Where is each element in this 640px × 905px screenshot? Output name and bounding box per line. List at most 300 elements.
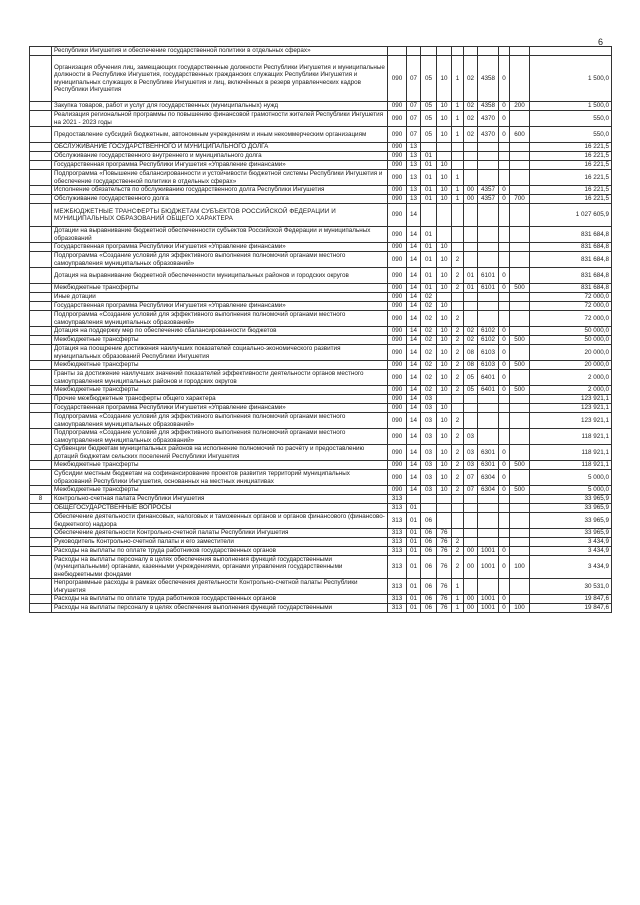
direction-code-cell — [478, 504, 499, 513]
row-number-cell — [30, 556, 52, 579]
program-code-cell — [437, 227, 452, 243]
ministry-code-cell: 313 — [388, 529, 407, 538]
ministry-code-cell: 313 — [388, 538, 407, 547]
program-code-cell: 76 — [437, 529, 452, 538]
activity-code-cell: 02 — [464, 111, 478, 127]
subprogram-code-cell: 2 — [452, 361, 464, 370]
expense-type-code-cell — [510, 413, 530, 429]
subsection-code-cell: 02 — [421, 336, 437, 345]
program-code-cell — [437, 47, 452, 56]
activity-code-cell — [464, 538, 478, 547]
row-name-cell: Подпрограмма «Создание условий для эффективного выполнения полномочий органами местного самоуправления муниципальных образований» — [52, 429, 388, 445]
ministry-code-cell: 090 — [388, 470, 407, 486]
page-number: 6 — [598, 37, 604, 47]
section-code-cell: 14 — [407, 386, 421, 395]
section-code-cell: 01 — [407, 538, 421, 547]
program-code-cell: 76 — [437, 556, 452, 579]
row-name-cell: Закупка товаров, работ и услуг для государственных (муниципальных) нужд — [52, 102, 388, 111]
activity-code-cell — [464, 495, 478, 504]
direction-code-cell: 4370 — [478, 111, 499, 127]
row-name-cell: Межбюджетные трансферты — [52, 386, 388, 395]
activity-code-cell: 00 — [464, 547, 478, 556]
row-number-cell — [30, 311, 52, 327]
ministry-code-cell: 090 — [388, 204, 407, 227]
extra-code-cell: 0 — [499, 127, 510, 143]
row-name-cell: Дотация на поощрение достижения наилучших показателей социально-экономического развития муниципальных образований Республики Ингушетия — [52, 345, 388, 361]
expense-type-code-cell — [510, 227, 530, 243]
subsection-code-cell: 01 — [421, 284, 437, 293]
ministry-code-cell: 090 — [388, 413, 407, 429]
program-code-cell: 10 — [437, 445, 452, 461]
amount-cell: 20 000,0 — [530, 361, 612, 370]
row-number-cell — [30, 513, 52, 529]
amount-cell: 831 684,8 — [530, 284, 612, 293]
row-name-cell: Организация обучения лиц, замещающих государственные должности Республики Ингушетия и муниципальные должности в Республике Ингушетия, государственных гражданских служащих Республики Ингушетия и муниципальных служащих в Республике Ингушетия и лиц, включённых в резерв управленческих кадров Республики Ингушетия — [52, 56, 388, 102]
extra-code-cell — [499, 538, 510, 547]
subprogram-code-cell: 2 — [452, 470, 464, 486]
subprogram-code-cell — [452, 495, 464, 504]
program-code-cell — [437, 495, 452, 504]
direction-code-cell — [478, 495, 499, 504]
row-number-cell — [30, 143, 52, 152]
direction-code-cell — [478, 227, 499, 243]
table-row — [30, 404, 612, 413]
subsection-code-cell: 06 — [421, 513, 437, 529]
row-number-cell — [30, 227, 52, 243]
activity-code-cell — [464, 404, 478, 413]
expense-type-code-cell — [510, 268, 530, 284]
row-name-cell: Прочие межбюджетные трансферты общего характера — [52, 395, 388, 404]
subsection-code-cell: 02 — [421, 361, 437, 370]
row-name-cell: Дотации на выравнивание бюджетной обеспеченности субъектов Российской Федерации и муниципальных образований — [52, 227, 388, 243]
table-row — [30, 170, 612, 186]
ministry-code-cell: 090 — [388, 370, 407, 386]
program-code-cell — [437, 293, 452, 302]
row-name-cell: Межбюджетные трансферты — [52, 461, 388, 470]
direction-code-cell: 4370 — [478, 127, 499, 143]
subprogram-code-cell — [452, 302, 464, 311]
amount-cell: 20 000,0 — [530, 345, 612, 361]
expense-type-code-cell — [510, 204, 530, 227]
expense-type-code-cell: 700 — [510, 195, 530, 204]
direction-code-cell — [478, 404, 499, 413]
section-code-cell: 14 — [407, 252, 421, 268]
section-code-cell: 14 — [407, 268, 421, 284]
subprogram-code-cell: 1 — [452, 102, 464, 111]
subsection-code-cell: 01 — [421, 227, 437, 243]
row-name-cell: Государственная программа Республики Ингушетия «Управление финансами» — [52, 404, 388, 413]
program-code-cell: 76 — [437, 579, 452, 595]
row-number-cell — [30, 538, 52, 547]
section-code-cell: 01 — [407, 513, 421, 529]
amount-cell — [530, 47, 612, 56]
ministry-code-cell: 313 — [388, 579, 407, 595]
program-code-cell: 10 — [437, 345, 452, 361]
activity-code-cell: 01 — [464, 268, 478, 284]
row-name-cell: Подпрограмма «Создание условий для эффективного выполнения полномочий органами местного самоуправления муниципальных образований» — [52, 311, 388, 327]
ministry-code-cell: 313 — [388, 595, 407, 604]
expense-type-code-cell — [510, 47, 530, 56]
row-number-cell — [30, 186, 52, 195]
activity-code-cell — [464, 504, 478, 513]
activity-code-cell: 00 — [464, 195, 478, 204]
extra-code-cell: 0 — [499, 486, 510, 495]
program-code-cell — [437, 152, 452, 161]
program-code-cell: 10 — [437, 302, 452, 311]
extra-code-cell — [499, 143, 510, 152]
direction-code-cell: 1001 — [478, 604, 499, 613]
table-row — [30, 529, 612, 538]
program-code-cell: 10 — [437, 243, 452, 252]
table-row — [30, 302, 612, 311]
activity-code-cell — [464, 529, 478, 538]
table-row — [30, 461, 612, 470]
direction-code-cell — [478, 513, 499, 529]
extra-code-cell: 0 — [499, 102, 510, 111]
direction-code-cell — [478, 311, 499, 327]
direction-code-cell: 6304 — [478, 470, 499, 486]
subprogram-code-cell — [452, 395, 464, 404]
subsection-code-cell: 06 — [421, 556, 437, 579]
row-number-cell — [30, 504, 52, 513]
row-name-cell: Межбюджетные трансферты — [52, 486, 388, 495]
row-number-cell — [30, 470, 52, 486]
subsection-code-cell: 06 — [421, 579, 437, 595]
expense-type-code-cell: 600 — [510, 127, 530, 143]
direction-code-cell — [478, 529, 499, 538]
section-code-cell: 01 — [407, 556, 421, 579]
direction-code-cell: 6101 — [478, 284, 499, 293]
activity-code-cell: 02 — [464, 327, 478, 336]
subsection-code-cell: 06 — [421, 595, 437, 604]
program-code-cell: 10 — [437, 486, 452, 495]
section-code-cell: 14 — [407, 413, 421, 429]
row-name-cell: Расходы на выплаты по оплате труда работников государственных органов — [52, 595, 388, 604]
subsection-code-cell: 05 — [421, 102, 437, 111]
extra-code-cell: 0 — [499, 361, 510, 370]
subprogram-code-cell — [452, 227, 464, 243]
row-name-cell: Подпрограмма «Повышение сбалансированности и устойчивости бюджетной системы Республики Ингушетия и обеспечение государственной политики в отдельных сферах» — [52, 170, 388, 186]
table-row — [30, 556, 612, 579]
table-row — [30, 268, 612, 284]
subprogram-code-cell: 2 — [452, 429, 464, 445]
extra-code-cell — [499, 404, 510, 413]
table-row — [30, 111, 612, 127]
amount-cell: 118 921,1 — [530, 461, 612, 470]
row-name-cell: Расходы на выплаты персоналу в целях обеспечения выполнения функций государственными (муниципальными) органами, казенными учреждениями, органами управления государственными внебюджетными фондами — [52, 556, 388, 579]
subsection-code-cell: 01 — [421, 195, 437, 204]
section-code-cell: 14 — [407, 445, 421, 461]
expense-type-code-cell: 500 — [510, 361, 530, 370]
subsection-code-cell: 03 — [421, 486, 437, 495]
subprogram-code-cell — [452, 243, 464, 252]
program-code-cell: 10 — [437, 429, 452, 445]
activity-code-cell: 08 — [464, 361, 478, 370]
row-number-cell — [30, 127, 52, 143]
section-code-cell: 14 — [407, 429, 421, 445]
direction-code-cell: 6102 — [478, 327, 499, 336]
row-number-cell — [30, 204, 52, 227]
table-row — [30, 345, 612, 361]
ministry-code-cell: 090 — [388, 252, 407, 268]
row-name-cell: Подпрограмма «Создание условий для эффективного выполнения полномочий органами местного самоуправления муниципальных образований» — [52, 413, 388, 429]
extra-code-cell — [499, 227, 510, 243]
row-name-cell: Государственная программа Республики Ингушетия «Управление финансами» — [52, 243, 388, 252]
row-name-cell: Подпрограмма «Создание условий для эффективного выполнения полномочий органами местного самоуправления муниципальных образований» — [52, 252, 388, 268]
expense-type-code-cell — [510, 547, 530, 556]
activity-code-cell: 05 — [464, 370, 478, 386]
extra-code-cell: 0 — [499, 470, 510, 486]
direction-code-cell — [478, 429, 499, 445]
row-number-cell — [30, 336, 52, 345]
ministry-code-cell: 090 — [388, 195, 407, 204]
direction-code-cell — [478, 47, 499, 56]
row-number-cell — [30, 529, 52, 538]
program-code-cell: 10 — [437, 170, 452, 186]
extra-code-cell: 0 — [499, 111, 510, 127]
section-code-cell — [407, 47, 421, 56]
ministry-code-cell: 090 — [388, 152, 407, 161]
subprogram-code-cell — [452, 47, 464, 56]
activity-code-cell: 07 — [464, 486, 478, 495]
subprogram-code-cell: 2 — [452, 370, 464, 386]
subsection-code-cell: 02 — [421, 327, 437, 336]
table-row — [30, 413, 612, 429]
activity-code-cell — [464, 152, 478, 161]
amount-cell: 118 921,1 — [530, 445, 612, 461]
amount-cell: 50 000,0 — [530, 327, 612, 336]
direction-code-cell: 4358 — [478, 102, 499, 111]
row-name-cell: Обеспечение деятельности финансовых, налоговых и таможенных органов и органов финансового (финансово-бюджетного) надзора — [52, 513, 388, 529]
row-number-cell — [30, 161, 52, 170]
program-code-cell: 10 — [437, 386, 452, 395]
section-code-cell: 14 — [407, 470, 421, 486]
table-row — [30, 47, 612, 56]
subsection-code-cell: 01 — [421, 170, 437, 186]
table-row — [30, 604, 612, 613]
row-name-cell: Государственная программа Республики Ингушетия «Управление финансами» — [52, 161, 388, 170]
row-name-cell: МЕЖБЮДЖЕТНЫЕ ТРАНСФЕРТЫ БЮДЖЕТАМ СУБЪЕКТОВ РОССИЙСКОЙ ФЕДЕРАЦИИ И МУНИЦИПАЛЬНЫХ ОБРАЗОВАНИЙ ОБЩЕГО ХАРАКТЕРА — [52, 204, 388, 227]
amount-cell: 16 221,5 — [530, 152, 612, 161]
row-name-cell: Дотация на выравнивание бюджетной обеспеченности муниципальных районов и городских округов — [52, 268, 388, 284]
activity-code-cell — [464, 204, 478, 227]
ministry-code-cell: 090 — [388, 293, 407, 302]
subsection-code-cell: 02 — [421, 293, 437, 302]
amount-cell: 831 684,8 — [530, 227, 612, 243]
amount-cell: 831 684,8 — [530, 243, 612, 252]
direction-code-cell — [478, 395, 499, 404]
subprogram-code-cell: 1 — [452, 186, 464, 195]
direction-code-cell — [478, 413, 499, 429]
section-code-cell: 01 — [407, 547, 421, 556]
row-number-cell — [30, 243, 52, 252]
extra-code-cell: 0 — [499, 370, 510, 386]
program-code-cell: 10 — [437, 336, 452, 345]
extra-code-cell: 0 — [499, 268, 510, 284]
row-number-cell — [30, 293, 52, 302]
program-code-cell: 10 — [437, 404, 452, 413]
row-name-cell: Обслуживание государственного внутреннего и муниципального долга — [52, 152, 388, 161]
subprogram-code-cell: 1 — [452, 604, 464, 613]
expense-type-code-cell: 500 — [510, 461, 530, 470]
amount-cell: 16 221,5 — [530, 161, 612, 170]
activity-code-cell — [464, 311, 478, 327]
table-row — [30, 370, 612, 386]
amount-cell: 550,0 — [530, 127, 612, 143]
direction-code-cell — [478, 243, 499, 252]
section-code-cell: 01 — [407, 579, 421, 595]
table-row — [30, 127, 612, 143]
ministry-code-cell: 090 — [388, 336, 407, 345]
table-row — [30, 284, 612, 293]
subsection-code-cell: 03 — [421, 429, 437, 445]
subsection-code-cell — [421, 204, 437, 227]
expense-type-code-cell — [510, 579, 530, 595]
activity-code-cell: 03 — [464, 429, 478, 445]
amount-cell: 2 000,0 — [530, 386, 612, 395]
subprogram-code-cell: 2 — [452, 445, 464, 461]
section-code-cell: 14 — [407, 327, 421, 336]
table-row — [30, 504, 612, 513]
ministry-code-cell: 090 — [388, 461, 407, 470]
amount-cell: 123 921,1 — [530, 404, 612, 413]
program-code-cell — [437, 143, 452, 152]
table-row — [30, 327, 612, 336]
expense-type-code-cell — [510, 327, 530, 336]
subsection-code-cell: 03 — [421, 404, 437, 413]
direction-code-cell: 4357 — [478, 195, 499, 204]
direction-code-cell — [478, 152, 499, 161]
subprogram-code-cell: 1 — [452, 127, 464, 143]
table-row — [30, 293, 612, 302]
section-code-cell: 14 — [407, 361, 421, 370]
ministry-code-cell: 313 — [388, 504, 407, 513]
amount-cell: 30 531,0 — [530, 579, 612, 595]
program-code-cell: 10 — [437, 413, 452, 429]
activity-code-cell: 00 — [464, 595, 478, 604]
ministry-code-cell — [388, 47, 407, 56]
section-code-cell: 07 — [407, 111, 421, 127]
ministry-code-cell: 313 — [388, 604, 407, 613]
row-name-cell: Контрольно-счетная палата Республики Ингушетия — [52, 495, 388, 504]
row-name-cell: Иные дотации — [52, 293, 388, 302]
direction-code-cell: 6401 — [478, 386, 499, 395]
ministry-code-cell: 090 — [388, 327, 407, 336]
row-name-cell: Межбюджетные трансферты — [52, 361, 388, 370]
section-code-cell: 14 — [407, 293, 421, 302]
amount-cell: 2 000,0 — [530, 370, 612, 386]
section-code-cell: 14 — [407, 395, 421, 404]
section-code-cell: 13 — [407, 195, 421, 204]
row-number-cell — [30, 486, 52, 495]
ministry-code-cell: 090 — [388, 429, 407, 445]
extra-code-cell — [499, 170, 510, 186]
program-code-cell: 76 — [437, 604, 452, 613]
activity-code-cell: 01 — [464, 284, 478, 293]
expense-type-code-cell — [510, 470, 530, 486]
subsection-code-cell: 02 — [421, 311, 437, 327]
row-name-cell: Обслуживание государственного долга — [52, 195, 388, 204]
subsection-code-cell: 02 — [421, 386, 437, 395]
direction-code-cell — [478, 161, 499, 170]
expense-type-code-cell — [510, 513, 530, 529]
table-row — [30, 252, 612, 268]
subsection-code-cell: 03 — [421, 470, 437, 486]
extra-code-cell: 0 — [499, 284, 510, 293]
section-code-cell: 14 — [407, 345, 421, 361]
ministry-code-cell: 090 — [388, 486, 407, 495]
expense-type-code-cell: 500 — [510, 336, 530, 345]
extra-code-cell: 0 — [499, 195, 510, 204]
ministry-code-cell: 313 — [388, 495, 407, 504]
subprogram-code-cell: 2 — [452, 556, 464, 579]
subprogram-code-cell — [452, 204, 464, 227]
extra-code-cell: 0 — [499, 604, 510, 613]
subprogram-code-cell: 2 — [452, 345, 464, 361]
expense-type-code-cell — [510, 252, 530, 268]
ministry-code-cell: 090 — [388, 404, 407, 413]
amount-cell: 1 500,0 — [530, 56, 612, 102]
table-row — [30, 495, 612, 504]
program-code-cell: 10 — [437, 111, 452, 127]
direction-code-cell: 6103 — [478, 345, 499, 361]
section-code-cell: 01 — [407, 604, 421, 613]
ministry-code-cell: 090 — [388, 311, 407, 327]
ministry-code-cell: 090 — [388, 268, 407, 284]
expense-type-code-cell — [510, 504, 530, 513]
row-name-cell: Предоставление субсидий бюджетным, автономным учреждениям и иным некоммерческим организациям — [52, 127, 388, 143]
subprogram-code-cell — [452, 513, 464, 529]
table-row — [30, 595, 612, 604]
amount-cell: 3 434,9 — [530, 556, 612, 579]
extra-code-cell: 0 — [499, 595, 510, 604]
subsection-code-cell: 05 — [421, 111, 437, 127]
expense-type-code-cell — [510, 186, 530, 195]
ministry-code-cell: 090 — [388, 170, 407, 186]
direction-code-cell: 6301 — [478, 445, 499, 461]
expense-type-code-cell — [510, 293, 530, 302]
row-number-cell — [30, 195, 52, 204]
row-name-cell: Межбюджетные трансферты — [52, 284, 388, 293]
subprogram-code-cell: 2 — [452, 461, 464, 470]
program-code-cell — [437, 395, 452, 404]
amount-cell: 3 434,9 — [530, 538, 612, 547]
row-number-cell — [30, 461, 52, 470]
amount-cell: 118 921,1 — [530, 429, 612, 445]
direction-code-cell — [478, 538, 499, 547]
expense-type-code-cell — [510, 529, 530, 538]
ministry-code-cell: 090 — [388, 395, 407, 404]
expense-type-code-cell — [510, 595, 530, 604]
ministry-code-cell: 090 — [388, 386, 407, 395]
table-row — [30, 579, 612, 595]
subsection-code-cell: 06 — [421, 604, 437, 613]
subprogram-code-cell: 2 — [452, 547, 464, 556]
program-code-cell — [437, 504, 452, 513]
activity-code-cell — [464, 243, 478, 252]
subsection-code-cell: 02 — [421, 302, 437, 311]
row-number-cell — [30, 327, 52, 336]
subprogram-code-cell: 2 — [452, 486, 464, 495]
direction-code-cell: 6301 — [478, 461, 499, 470]
program-code-cell: 10 — [437, 102, 452, 111]
section-code-cell: 14 — [407, 461, 421, 470]
subprogram-code-cell: 1 — [452, 579, 464, 595]
extra-code-cell: 0 — [499, 556, 510, 579]
section-code-cell: 14 — [407, 243, 421, 252]
program-code-cell: 10 — [437, 56, 452, 102]
section-code-cell: 01 — [407, 504, 421, 513]
